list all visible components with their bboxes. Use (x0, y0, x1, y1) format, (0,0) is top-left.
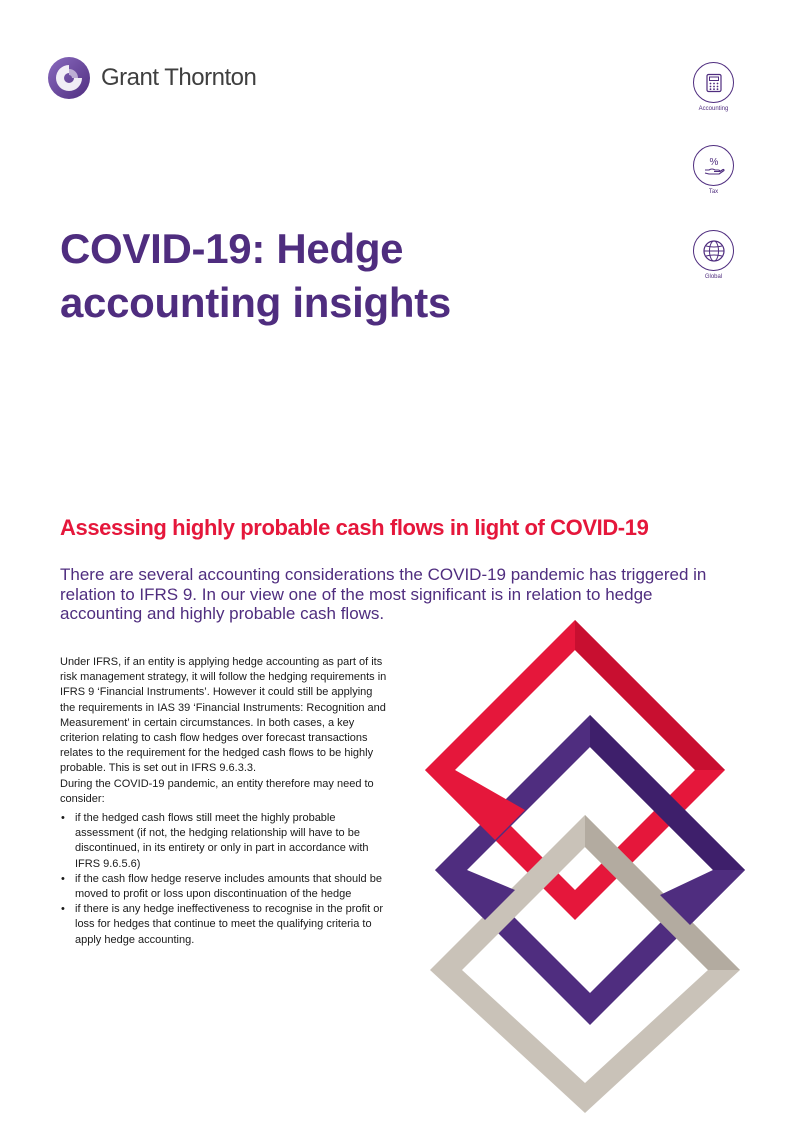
intro-paragraph: There are several accounting considerations the COVID-19 pandemic has triggered in relation to IFRS 9. In our view one of the most significant is in relation to hedge accounting and highly probable cash flows. (60, 565, 707, 623)
grant-thornton-logo-icon (47, 56, 91, 100)
brand-name: Grant Thornton (101, 64, 257, 91)
body-paragraph-1: Under IFRS, if an entity is applying hedge accounting as part of its risk management strategy, it will follow the hedging requirements in IFRS 9 ‘Financial Instruments’. However it could still be applying the requirements in IAS 39 ‘Financial Instruments: Recognition and Measurement’ in certain circumstances. In both cases, a key criterion relating to cash flow hedges over forecast transactions relates to the requirement for the hedged cash flows to be highly probable. This is set out in IFRS 9.6.3.3. (60, 656, 387, 775)
body-text (60, 655, 390, 948)
side-icon-label: Global (704, 274, 723, 280)
consideration-list (60, 811, 390, 948)
side-icon-circle (693, 230, 734, 271)
svg-text:%: % (709, 156, 718, 168)
side-icon-circle (693, 62, 734, 103)
title-line-2: accounting insights (60, 279, 451, 326)
interlocking-chain-illustration (425, 615, 760, 1115)
body-paragraph-2: During the COVID-19 pandemic, an entity therefore may need to consider: (60, 777, 374, 805)
side-icon-label: Accounting (698, 106, 729, 112)
list-item: • if there is any hedge ineffectiveness to recognise in the profit or loss for hedges that continue to meet the qualifying criteria to apply hedge accounting. (60, 902, 390, 948)
calculator-icon (704, 73, 724, 93)
side-icon-global[interactable] (692, 230, 735, 280)
list-item: • if the hedged cash flows still meet the highly probable assessment (if not, the hedging relationship will have to be discontinued, in its entirety or only in part in accordance with IFRS 9.6.5.6) (60, 811, 390, 872)
side-icon-accounting[interactable] (692, 62, 735, 112)
section-heading: Assessing highly probable cash flows in light of COVID-19 (60, 515, 649, 540)
percent-hand-icon (703, 155, 725, 177)
page-title (60, 222, 451, 330)
side-icon-tax[interactable] (692, 145, 735, 195)
brand-logo (47, 56, 256, 100)
globe-icon (702, 239, 726, 263)
title-line-1: COVID-19: Hedge (60, 225, 404, 272)
list-item: • if the cash flow hedge reserve includes amounts that should be moved to profit or loss upon discontinuation of the hedge (60, 872, 390, 902)
side-icon-circle (693, 145, 734, 186)
side-icon-label: Tax (708, 189, 719, 195)
